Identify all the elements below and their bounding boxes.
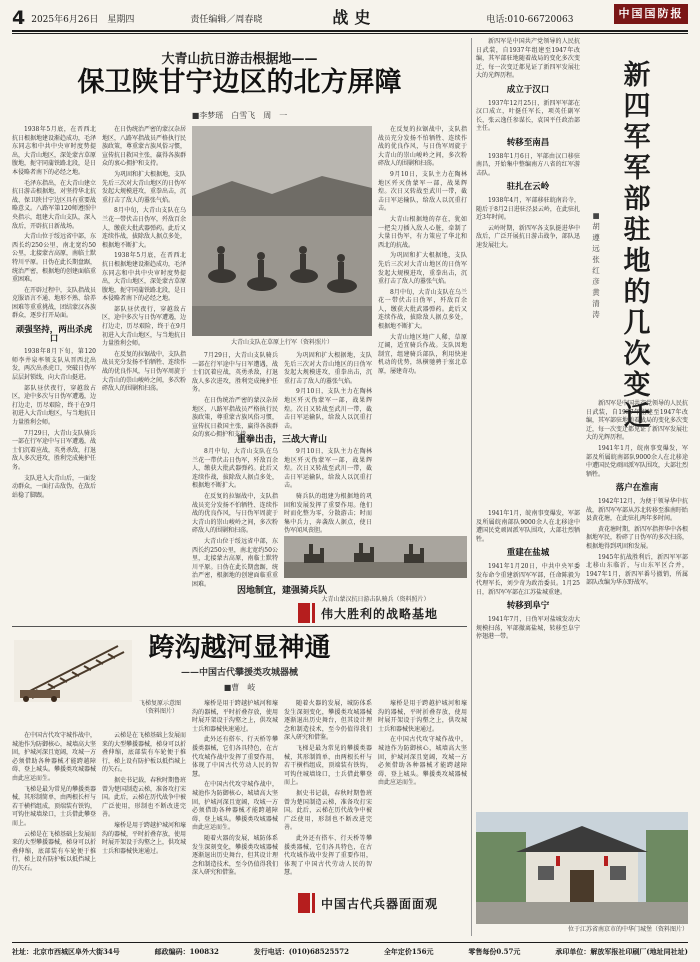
article1-byline: ■李梦瑶 白雪飞 周 一 [191,111,288,120]
footer-printer: 承印单位：解放军报社印刷厂(地址同社址) [555,947,688,956]
article3-column-3: 新四军是中国共产党领导的人民抗日武装，自1937年组建至1947年改编，其军部驻地随着战局的变化多次变迁，每一次变迁都见证了新四军发展壮大的光辉历程。 1941年1月，皖南事变爆发，军部及所属皖南部队9000余人在北移途中遭国民党顽固派军队围攻，大部壮烈牺牲。 落户在淮南 1942年12月，为便于领导华中抗战，新四军军部从苏北转移至淮南盱眙县黄花塘，在此驻扎两年多时间。 黄花塘时期，新四军指挥华中各根据地军民，粉碎了日伪军的多次扫荡，根据地得到巩固和发展。 1945年抗战胜利后，新四军军部北移山东临沂，与山东军区合并，1947年1月，新四军番号撤销，所属部队改编为华东野战军。 [586,400,689,587]
article3-subhead-1: 成立于汉口 [506,84,550,95]
page-number: 4 [12,7,26,29]
header-rule [12,30,688,32]
article2-column-5: 壕桥是用于跨越护城河和壕沟的器械，平时折叠存放，使用时展开架设于沟壑之上，供攻城士兵和器械快速通过。 在中国古代攻守城作战中，城池作为防御核心，城墙高大坚固，护城河深且宽阔，攻城一方必须借助各种器械才能跨越障碍、登上城头。攀援类攻城器械由此应运而生。 [378,700,467,787]
article1-subhead-1: 顽强坚持，两出杀虎口 [15,325,93,344]
article1-column-3: 在反复的拉锯战中，支队指战员充分发扬不怕牺牲、连续作战的优良作风，与日伪军周旋于大青山的崇山峻岭之间，多次粉碎敌人的围剿和扫荡。 9月10日，支队主力在陶林地区歼灭伪蒙军一部，战果辉煌。次日又转战至武川一带，截击日军运输队，给敌人以沉重打击。 大青山根据地的存在，犹如一把尖刀插入敌人心脏，牵制了大量日伪军，有力策应了华北和西北的抗战。 为巩固和扩大根据地，支队先后三次对大青山地区的日伪军发起大规模进攻，重拳出击，沉重打击了敌人的嚣张气焰。 8月中旬，大青山支队在乌兰花一带伏击日伪军，歼敌百余人，缴获大批武器弹药。此后又连续作战，拔除敌人据点多处，根据地不断扩大。 大青山地区地广人稀，草原辽阔，适宜骑兵作战。支队因地制宜，组建骑兵部队，利用快速机动的优势，纵横驰骋于塞北草原，屡建奇功。 [378,126,467,376]
header-rule-thin [12,33,688,34]
article2-section-band [298,893,467,913]
article2-column-3: 壕桥是用于跨越护城河和壕沟的器械，平时折叠存放，使用时展开架设于沟壑之上，供攻城士兵和器械快速通过。 此外还有搭车、行天桥等攀援类器械，它们各具特色，在古代攻城作战中发挥了重要作用，体现了中国古代劳动人民的智慧。 在中国古代攻守城作战中，城池作为防御核心，城墙高大坚固，护城河深且宽阔，攻城一方必须借助各种器械才能跨越障碍、登上城头。攀援类攻城器械由此应运而生。 随着火器的发展，城防体系发生深刻变化，攀援类攻城器械逐渐退出历史舞台，但其设计理念和制造技术，至今仍值得我们深入研究和借鉴。 [192,700,278,877]
article3-subhead-5: 转移到阜宁 [506,601,550,612]
article2-column-4: 随着火器的发展，城防体系发生深刻变化，攀援类攻城器械逐渐退出历史舞台，但其设计理念和制造技术，至今仍值得我们深入研究和借鉴。 飞梯是最为常见的攀援类器械，其形制简单，由两根长杆与若干横档组成，顶端装有铁钩，可钩住城墙垛口，士兵借此攀登而上。 据史书记载，春秋时期鲁班曾为楚国制造云梯，准备攻打宋国。此后，云梯在历代战争中被广泛使用，形制也不断改进完善。 此外还有搭车、行天桥等攀援类器械，它们各具特色，在古代攻城作战中发挥了重要作用，体现了中国古代劳动人民的智慧。 [284,700,372,877]
phone-number: 电话:010-66720063 [486,15,574,25]
issue-date: 2025年6月26日 星期四 [31,15,135,25]
article1-column-4b: 为巩固和扩大根据地，支队先后三次对大青山地区的日伪军发起大规模进攻，重拳出击，沉重打击了敌人的嚣张气焰。 9月10日，支队主力在陶林地区歼灭伪蒙军一部，战果辉煌。次日又转战至武川一带，截击日军运输队，给敌人以沉重打击。 [284,352,372,430]
article2-subtitle: ——中国古代攀援类攻城器械 [180,668,298,678]
article1-column-2: 在日伪统治严密的蒙汉杂居地区，八路军指战员严格执行民族政策，尊重蒙古族风俗习惯，宣传抗日救国主张，赢得各族群众的衷心拥护和支持。 为巩固和扩大根据地，支队先后三次对大青山地区的日伪军发起大规模进攻，重拳出击，沉重打击了敌人的嚣张气焰。 8月中旬，大青山支队在乌兰花一带伏击日伪军，歼敌百余人，缴获大批武器弹药。此后又连续作战，拔除敌人据点多处，根据地不断扩大。 1938年5月底，在晋西北抗日根据地建设渐趋成功，毛泽东同志和中共中央审时度势提出，大青山地区，深处蒙古草原腹地，扼守同蒲铁路北段，是日本侵略者南下的必经之地。 部队昼伏夜行，穿越敌占区，途中多次与日伪军遭遇，边打边走，历尽艰险，终于在9月初进入大青山地区，与当地抗日力量胜利会师。 在反复的拉锯战中，支队指战员充分发扬不怕牺牲、连续作战的优良作风，与日伪军周旋于大青山的崇山峻岭之间，多次粉碎敌人的围剿和扫荡。 [102,126,187,393]
article1-photo1-caption: 大青山支队在草原上行军（资料照片） [230,339,333,346]
page-footer [12,942,688,957]
article2-column-1: 在中国古代攻守城作战中，城池作为防御核心，城墙高大坚固，护城河深且宽阔，攻城一方必须借助各种器械才能跨越障碍、登上城头。攀援类攻城器械由此应运而生。 飞梯是最为常见的攀援类器械，其形制简单，由两根长杆与若干横档组成，顶端装有铁钩，可钩住城墙垛口，士兵借此攀登而上。 云梯是在飞梯基础上发展而来的大型攀援器械，梯身可以折叠伸缩，底部装有车轮便于推行，梯上设有防护板以抵挡城上的矢石。 [12,732,97,872]
article1-kicker: 大青山抗日游击根据地—— [161,52,318,67]
siege-ladder-illustration [14,640,132,702]
article3-title: 新四军军部驻地的几次变迁 [623,60,651,432]
article-separator [12,626,467,627]
article3-subhead-6: 落户在淮南 [615,483,659,494]
editor-credit: 责任编辑／周春晓 [190,15,263,25]
article3-subhead-3: 驻扎在云岭 [506,182,550,193]
section-title: 战史 [332,8,377,27]
article2-headline: 跨沟越河显神通 [148,633,331,663]
article2-column-2: 云梯是在飞梯基础上发展而来的大型攀援器械，梯身可以折叠伸缩，底部装有车轮便于推行，梯上设有防护板以抵挡城上的矢石。 据史书记载，春秋时期鲁班曾为楚国制造云梯，准备攻打宋国。此后，云梯在历代战争中被广泛使用，形制也不断改进完善。 壕桥是用于跨越护城河和壕沟的器械，平时折叠存放，使用时展开架设于沟壑之上，供攻城士兵和器械快速通过。 [102,732,187,855]
footer-pub: 全年定价156元 [383,947,434,956]
footer-postcode: 邮政编码：100832 [154,947,219,956]
article3-column-1: 新四军是中国共产党领导的人民抗日武装，自1937年组建至1947年改编，其军部驻地随着战局的变化多次变迁，每一次变迁都见证了新四军发展壮大的光辉历程。 成立于汉口 1937年12月25日，新四军军部在汉口成立，叶挺任军长，项英任副军长，张云逸任参谋长，袁国平任政治部主任。 转移至南昌 1938年1月6日，军部由汉口移驻南昌，开始集中整编南方八省的红军游击队。 驻扎在云岭 1938年4月，军部移驻皖南岩寺，随后于8月2日进驻泾县云岭，在此驻扎近3年时间。 云岭时期，新四军各支队挺进华中敌后，广泛开展抗日游击战争，部队迅速发展壮大。 [476,38,580,249]
article1-column-1: 1938年5月底，在晋西北抗日根据地建设渐趋成功，毛泽东同志和中共中央审时度势提出，大青山地区，深处蒙古草原腹地，扼守同蒲铁路北段，是日本侵略者南下的必经之地。 毛泽东指出，在大青山建立抗日游击根据地，对坚持华北抗战、保卫陕甘宁边区具有重要战略意义。八路军第120师遵照中央指示，组建大青山支队，深入敌后，开辟抗日新战场。 大青山位于绥远省中部，东西长约250公里，南北宽约50公里，北接蒙古高原，南临土默特川平原。日伪在此长期盘踞，统治严密，根据地的创建面临重重困难。 在开辟过程中，支队指战员克服语言不通、地形不熟、给养困难等重重挑战，团结蒙汉各族群众，逐步打开局面。 顽强坚持，两出杀虎口 1938年8月下旬，第120师李井泉率领支队从晋西北出发，两次出杀虎口，突破日伪军层层封锁线，向大青山挺进。 部队昼伏夜行，穿越敌占区，途中多次与日伪军遭遇，边打边走，历尽艰险，终于在9月初进入大青山地区，与当地抗日力量胜利会师。 7月29日，大青山支队骑兵一部在行军途中与日军遭遇，战士们沉着应战，英勇杀敌，打退敌人多次进攻，胜利完成掩护任务。 支队进入大青山后，一面发动群众，一面打击敌伪，在敌后站稳了脚跟。 [12,126,97,499]
article1-column-5a: 8月中旬，大青山支队在乌兰花一带伏击日伪军，歼敌百余人，缴获大批武器弹药。此后又连续作战，拔除敌人据点多处，根据地不断扩大。 在反复的拉锯战中，支队指战员充分发扬不怕牺牲、连续作战的优良作风，与日伪军周旋于大青山的崇山峻岭之间，多次粉碎敌人的围剿和扫荡。 大青山位于绥远省中部，东西长约250公里，南北宽约50公里，北接蒙古高原，南临土默特川平原。日伪在此长期盘踞，统治严密，根据地的创建面临重重困难。 [192,448,278,588]
footer-tel: 发行电话：(010)68525572 [253,947,349,956]
article3-subhead-2: 转移至南昌 [506,137,550,148]
article1-band-label: 伟大胜利的战略基地 [321,606,439,621]
article1-section-band [298,603,467,623]
footer-address: 社址：北京市西城区阜外大街34号 [12,947,120,956]
article2-photo-caption: 位于江苏省南京市的中华门城堡（资料图片） [567,926,688,933]
article3-photo-building [476,812,688,924]
article2-byline: ■曹 岐 [223,683,256,692]
article3-subhead-4: 重建在盐城 [506,548,550,559]
article1-headline: 保卫陕甘宁边区的北方屏障 [77,67,402,98]
article1-subhead-2: 重拳出击，三战大青山 [236,435,327,445]
article1-photo-cavalry [284,536,467,578]
article1-photo2-caption: 大青山蒙汉抗日游击队骑兵（资料照片） [321,596,430,603]
article1-photo-troops [192,126,372,336]
column-divider [471,38,472,936]
newspaper-logo: 中国国防报 [614,4,688,24]
article1-column-4a: 7月29日，大青山支队骑兵一部在行军途中与日军遭遇，战士们沉着应战，英勇杀敌，打退敌人多次进攻，胜利完成掩护任务。 在日伪统治严密的蒙汉杂居地区，八路军指战员严格执行民族政策，尊重蒙古族风俗习惯，宣传抗日救国主张，赢得各族群众的衷心拥护和支持。 [192,352,278,439]
ladder-caption: 飞梯复原示意图（资料图片） [138,700,181,715]
masthead [12,6,688,28]
article1-subhead-3: 因地制宜，建强骑兵队 [236,586,327,596]
article2-band-label: 中国古代兵器面面观 [321,896,439,911]
article1-column-5b: 9月10日，支队主力在陶林地区歼灭伪蒙军一部，战果辉煌。次日又转战至武川一带，截击日军运输队，给敌人以沉重打击。 骑兵队的组建为根据地的巩固和发展发挥了重要作用。他们时而化整为零，分散游击；时而集中兵力，奔袭敌人据点，使日伪军闻风丧胆。 [284,448,372,535]
article3-column-2: 1941年1月，皖南事变爆发，军部及所属皖南部队9000余人在北移途中遭国民党顽固派军队围攻，大部壮烈牺牲。 重建在盐城 1941年1月20日，中共中央军委发布命令重建新四军军部，任命陈毅为代理军长，刘少奇为政治委员。1月25日，新四军军部在江苏盐城重建。 转移到阜宁 1941年7月，日伪军对盐城发动大规模扫荡，军部撤离盐城，转移至阜宁停翅港一带。 [476,510,580,641]
footer-price: 零售每份0.57元 [468,947,521,956]
article3-byline: ■胡遵远 张红彦 黄清涛 [592,211,608,319]
